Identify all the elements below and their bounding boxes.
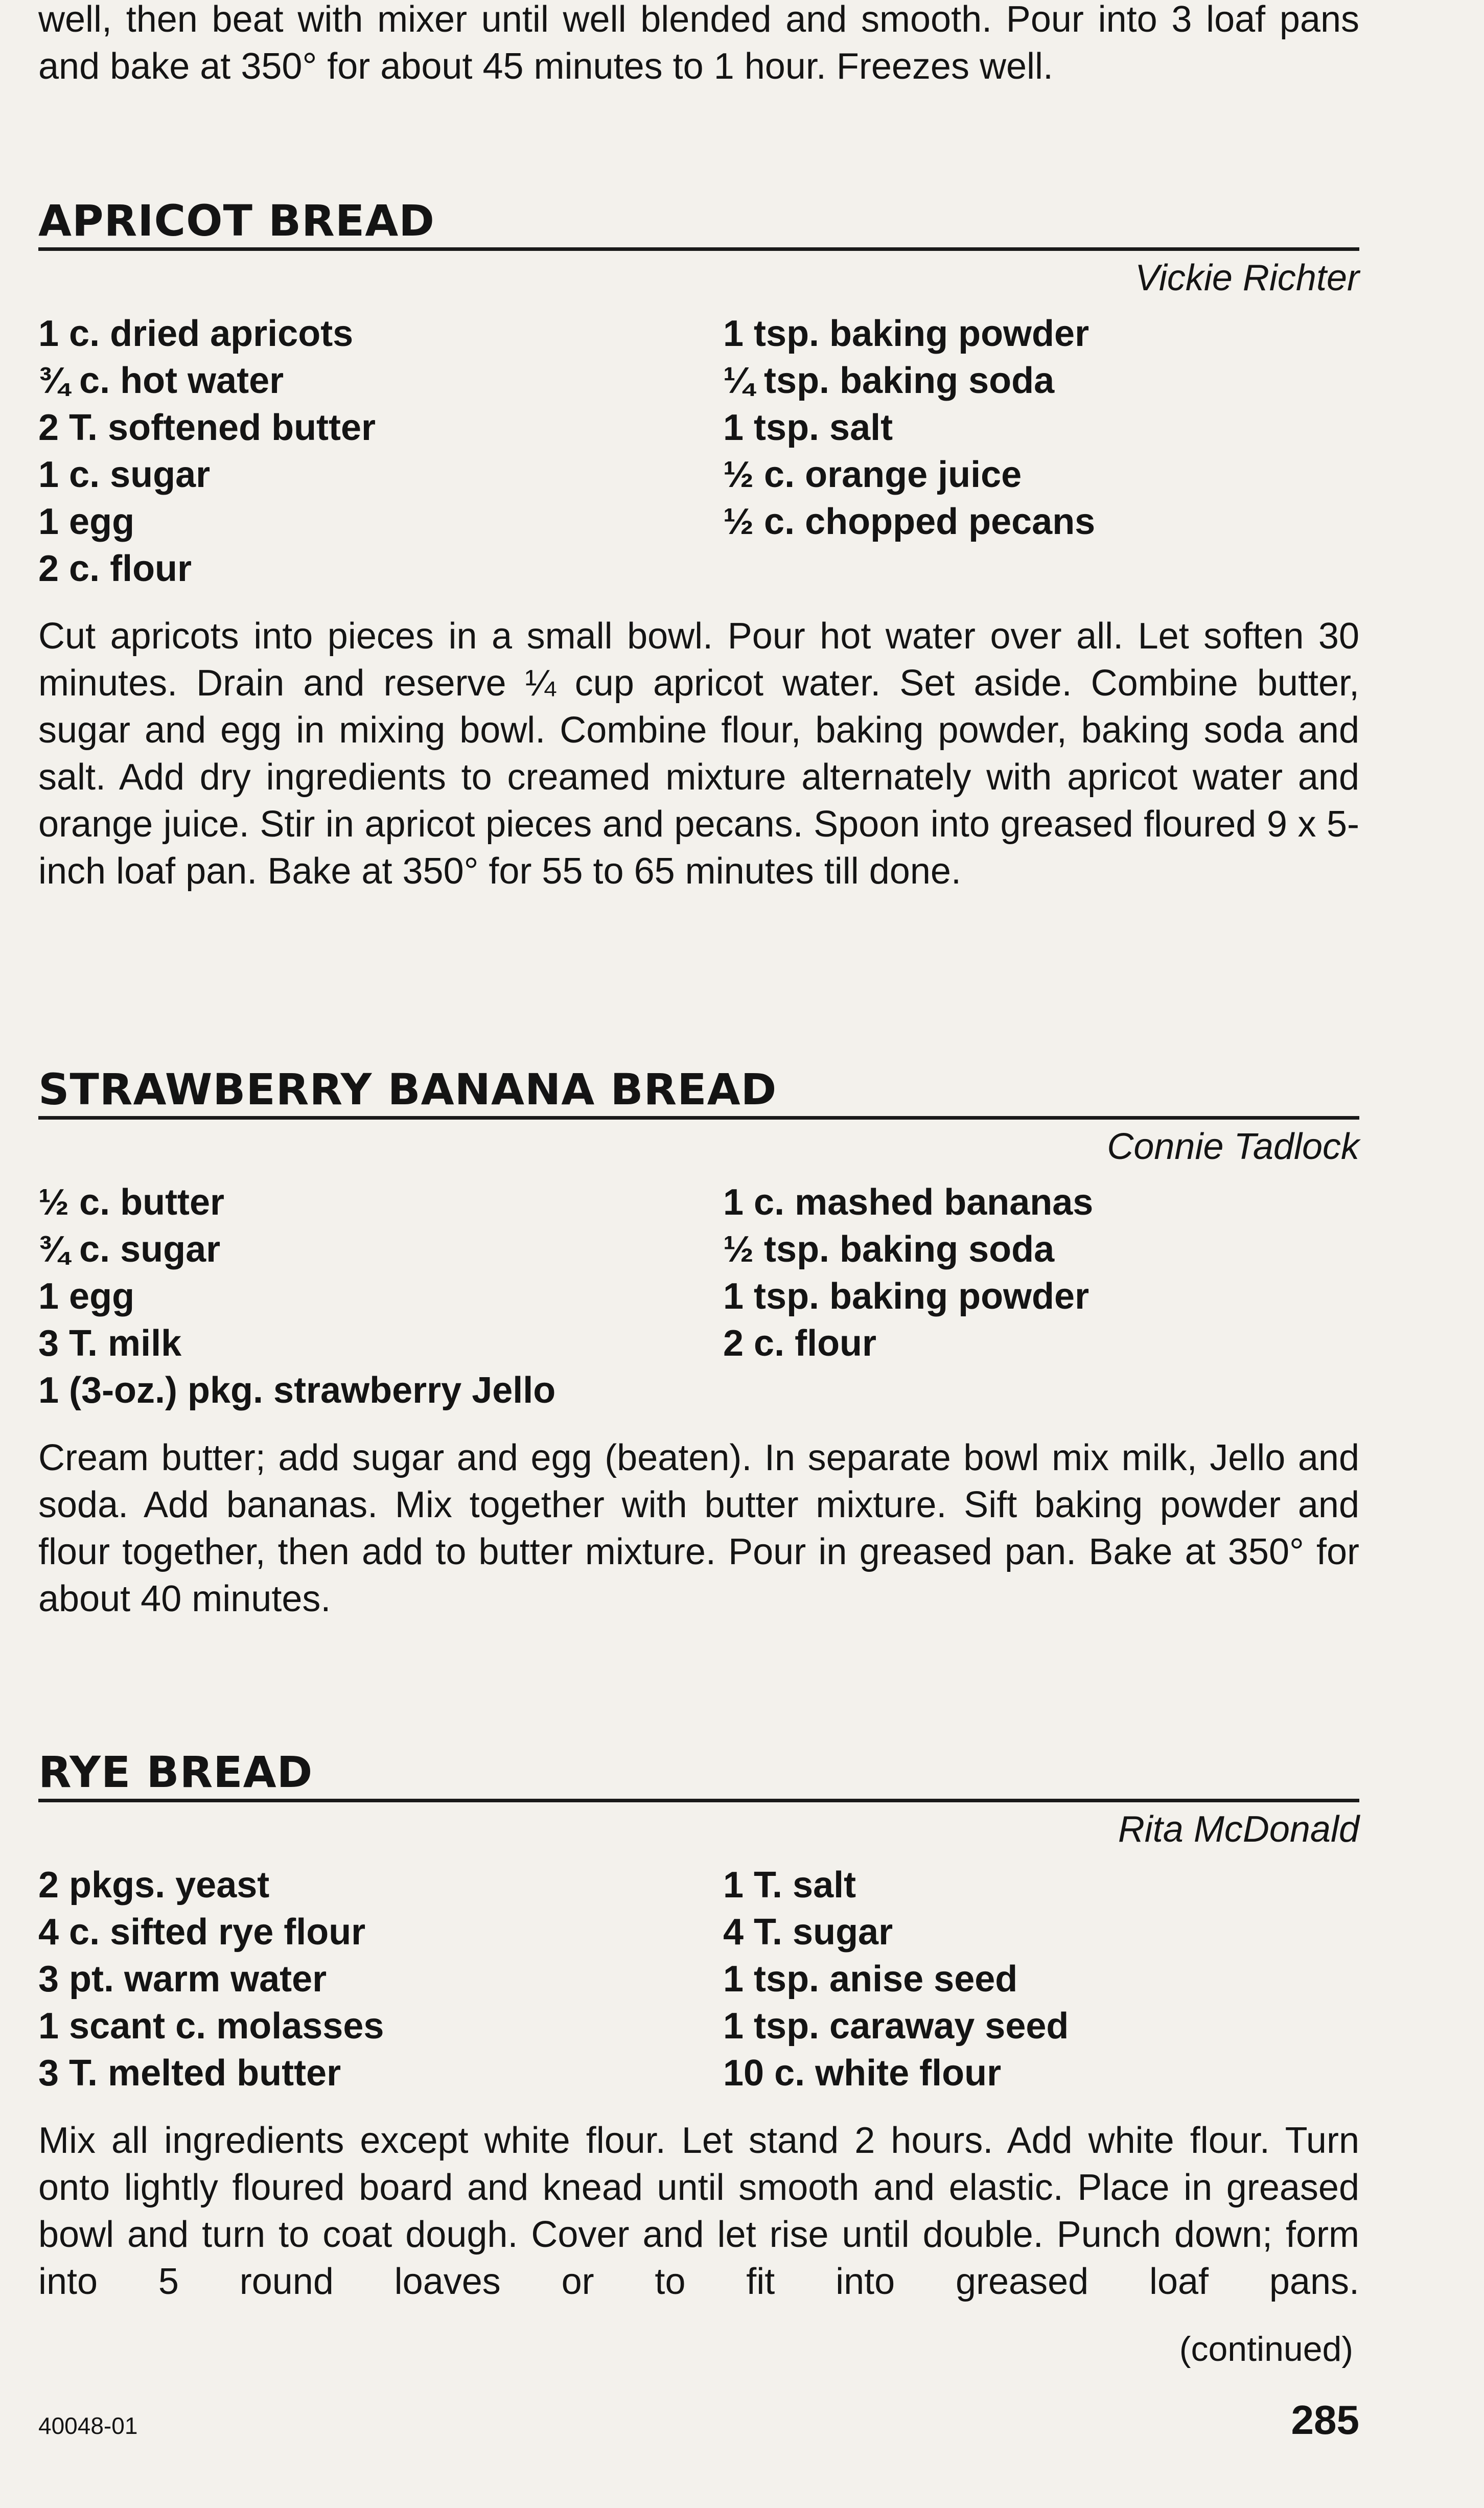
ingredient: 3 T. milk	[38, 1323, 182, 1364]
ingredient: 1 tsp. anise seed	[723, 1959, 1018, 2000]
ingredient: ¾ c. hot water	[38, 360, 284, 401]
ingredient: 3 T. melted butter	[38, 2053, 341, 2094]
title-rule	[38, 1799, 1359, 1802]
recipe-directions: Cream butter; add sugar and egg (beaten). In separate bowl mix milk, Jello and soda. Add bananas. Mix together with butter mixture. Sift baking powder and flour together, then add to butter mixture. Pour in greased pan. Bake at 350° for about 40 minutes.	[38, 1437, 1359, 1619]
print-code: 40048-01	[38, 2412, 138, 2439]
ingredient: 2 pkgs. yeast	[38, 1865, 270, 1906]
ingredient: ½ c. orange juice	[723, 454, 1022, 495]
recipe-contributor: Rita McDonald	[1118, 1809, 1359, 1850]
recipe-title: RYE BREAD	[38, 1747, 313, 1797]
recipe-directions: Mix all ingredients except white flour. Let stand 2 hours. Add white flour. Turn onto lightly floured board and knead until smooth and elastic. Place in greased bowl and turn to coat dough. Cover and let rise until double. Punch down; form into 5 round loaves or to fit into greased loaf pans.	[38, 2120, 1359, 2302]
continued-label: (continued)	[1179, 2330, 1353, 2368]
ingredient: 1 (3-oz.) pkg. strawberry Jello	[38, 1370, 556, 1411]
title-rule	[38, 247, 1359, 251]
ingredient: 1 scant c. molasses	[38, 2006, 384, 2047]
ingredient: ½ c. butter	[38, 1182, 225, 1223]
intro-paragraph: well, then beat with mixer until well blended and smooth. Pour into 3 loaf pans and bake at 350° for about 45 minutes to 1 hour. Freezes well.	[38, 0, 1359, 87]
ingredient: 4 T. sugar	[723, 1912, 893, 1953]
recipe-contributor: Vickie Richter	[1135, 258, 1359, 298]
recipe-title: STRAWBERRY BANANA BREAD	[38, 1064, 777, 1114]
ingredient: 1 c. mashed bananas	[723, 1182, 1094, 1223]
ingredient-list	[38, 1862, 1359, 2097]
ingredient: ½ tsp. baking soda	[723, 1229, 1055, 1270]
cookbook-page	[38, 0, 1359, 2508]
ingredient: 1 c. dried apricots	[38, 313, 354, 354]
ingredient: 2 c. flour	[38, 548, 192, 589]
ingredient: ¼ tsp. baking soda	[723, 360, 1055, 401]
ingredient: 3 pt. warm water	[38, 1959, 327, 2000]
ingredient: 1 egg	[38, 1276, 135, 1317]
recipe-strawberry-banana-bread	[38, 1064, 1359, 1622]
ingredient: 1 tsp. salt	[723, 407, 893, 448]
ingredient: 4 c. sifted rye flour	[38, 1912, 366, 1953]
ingredient: 1 tsp. baking powder	[723, 1276, 1089, 1317]
recipe-rye-bread	[38, 1747, 1359, 2305]
ingredient: 1 c. sugar	[38, 454, 211, 495]
ingredient: 2 c. flour	[723, 1323, 877, 1364]
page-number: 285	[1291, 2397, 1359, 2443]
ingredient: 1 egg	[38, 501, 135, 542]
ingredient: 1 tsp. caraway seed	[723, 2006, 1069, 2047]
ingredient: 10 c. white flour	[723, 2053, 1002, 2094]
ingredient-list	[38, 310, 1359, 592]
ingredient: 1 T. salt	[723, 1865, 856, 1906]
ingredient: 1 tsp. baking powder	[723, 313, 1089, 354]
ingredient: ½ c. chopped pecans	[723, 501, 1096, 542]
recipe-directions: Cut apricots into pieces in a small bowl. Pour hot water over all. Let soften 30 minutes. Drain and reserve ¼ cup apricot water. Set aside. Combine butter, sugar and egg in mixing bowl. Combine flour, baking powder, baking soda and salt. Add dry ingredients to creamed mixture alternately with apricot water and orange juice. Stir in apricot pieces and pecans. Spoon into greased floured 9 x 5-inch loaf pan. Bake at 350° for 55 to 65 minutes till done.	[38, 616, 1359, 892]
title-rule	[38, 1116, 1359, 1120]
ingredient: 2 T. softened butter	[38, 407, 376, 448]
recipe-contributor: Connie Tadlock	[1107, 1126, 1359, 1167]
recipe-apricot-bread	[38, 195, 1359, 895]
recipe-title: APRICOT BREAD	[38, 196, 435, 246]
ingredient-list	[38, 1179, 1359, 1414]
ingredient: ¾ c. sugar	[38, 1229, 221, 1270]
